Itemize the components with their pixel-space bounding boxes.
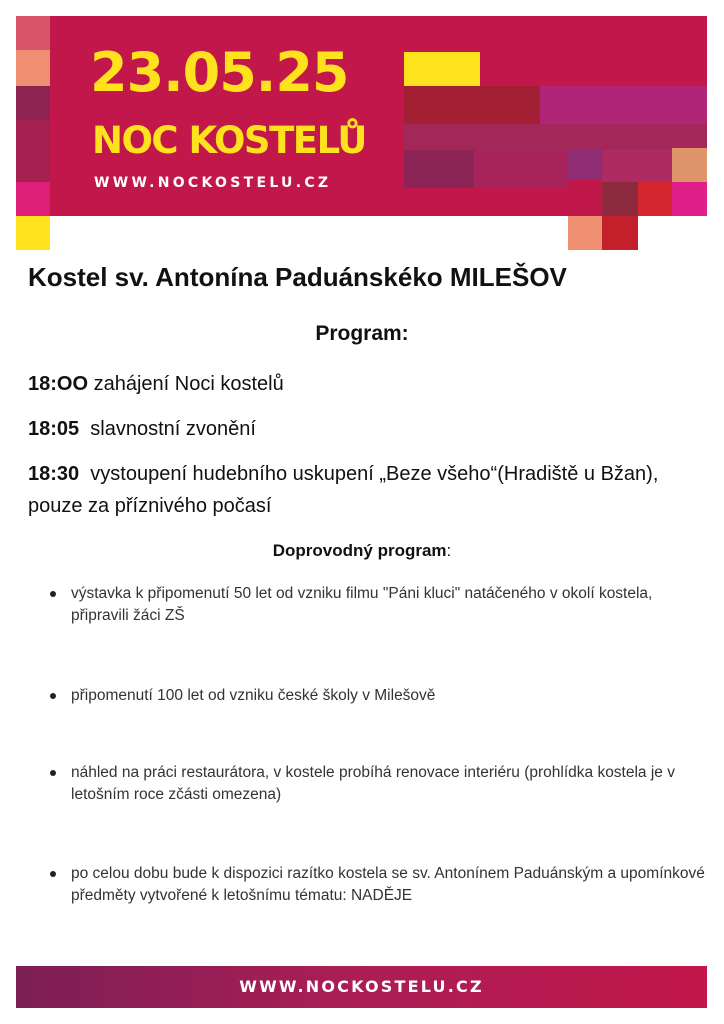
list-item-text: výstavka k připomenutí 50 let od vzniku filmu "Páni kluci" natáčeného v okolí kostela, připravili žáci ZŠ (71, 585, 653, 624)
church-title: Kostel sv. Antonína Paduánskéko MILEŠOV (28, 262, 567, 292)
bullet-icon (50, 693, 56, 699)
program-time: 18:30 (28, 463, 80, 485)
deco-block (404, 150, 474, 188)
bullet-icon (50, 591, 56, 597)
deco-block (602, 182, 638, 216)
companion-heading (0, 541, 724, 561)
program-item (28, 368, 698, 400)
program-heading: Program: (315, 322, 409, 345)
list-item-text: po celou dobu bude k dispozici razítko kostela se sv. Antonínem Paduánským a upomínkové předměty vytvořené k letošnímu tématu: NADĚJE (71, 865, 705, 904)
deco-block (568, 150, 602, 180)
deco-block (404, 52, 480, 86)
companion-heading-colon: : (446, 541, 452, 560)
footer-url: WWW.NOCKOSTELU.CZ (239, 977, 484, 996)
deco-block (540, 86, 707, 124)
program-time: 18:05 (28, 418, 80, 440)
deco-block (638, 182, 672, 216)
program-text: zahájení Noci kostelů (88, 373, 284, 395)
deco-block (602, 150, 672, 182)
deco-block (672, 182, 707, 216)
deco-block (16, 50, 50, 86)
list-item (50, 863, 710, 907)
program-item (28, 458, 698, 522)
bullet-icon (50, 871, 56, 877)
deco-block (16, 86, 50, 120)
banner-url: WWW.NOCKOSTELU.CZ (94, 175, 332, 191)
list-item (50, 685, 710, 707)
deco-block (404, 124, 707, 150)
header-banner (16, 16, 707, 252)
deco-block (16, 216, 50, 250)
list-item (50, 583, 710, 627)
deco-block (404, 86, 540, 124)
deco-block (474, 150, 568, 188)
deco-block (602, 216, 638, 250)
deco-block (672, 148, 707, 182)
program-item (28, 413, 698, 445)
list-item-text: náhled na práci restaurátora, v kostele probíhá renovace interiéru (prohlídka kostela je v letošním roce zčásti omezena) (71, 764, 675, 803)
program-text: vystoupení hudebního uskupení „Beze všeho“(Hradiště u Bžan), pouze za příznivého počasí (28, 463, 664, 517)
event-name: NOC KOSTELŮ (92, 119, 366, 162)
list-item (50, 762, 710, 806)
list-item-text: připomenutí 100 let od vzniku české školy v Milešově (71, 687, 436, 704)
deco-block (16, 16, 50, 50)
program-time: 18:OO (28, 373, 89, 395)
bullet-icon (50, 770, 56, 776)
deco-block (16, 182, 50, 216)
companion-heading-label: Doprovodný program (272, 541, 447, 560)
event-date: 23.05.25 (90, 41, 349, 104)
footer-bar (16, 966, 707, 1008)
deco-block (16, 120, 50, 182)
program-text: slavnostní zvonění (79, 418, 256, 440)
deco-block (568, 216, 602, 250)
